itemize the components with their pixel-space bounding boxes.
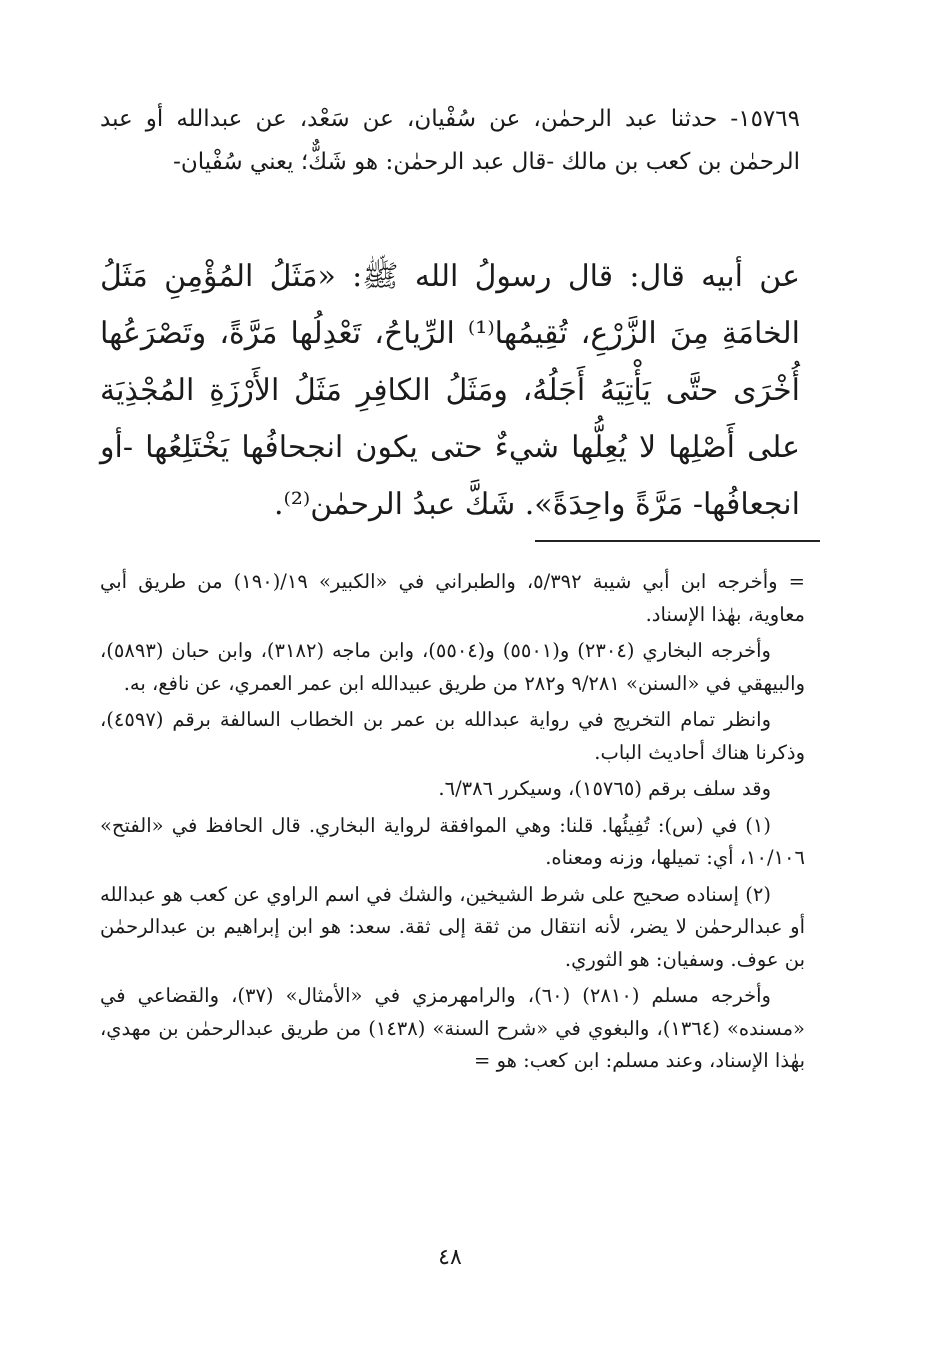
footnote-paragraph: وأخرجه البخاري (٢٣٠٤) و(٥٥٠١) و(٥٥٠٤)، وابن ماجه (٣١٨٢)، وابن حبان (٥٨٩٣)، والبيهقي في «السنن» ٩/٢٨١ و٢٨٢ من طريق عبيدالله ابن عمر العمري، عن نافع، به. [100,639,805,695]
hadith-isnad: ١٥٧٦٩- حدثنا عبد الرحمٰن، عن سُفْيان، عن سَعْد، عن عبدالله أو عبد الرحمٰن بن كعب بن مالك -قال عبد الرحمٰن: هو شَكٌّ؛ يعني سُفْيان- [100,106,800,175]
footnote-paragraph: وقد سلف برقم (١٥٧٦٥)، وسيكرر ٦/٣٨٦. [438,777,771,800]
footnote-1: (١) في (س): تُفِيئُها. قلنا: وهي الموافقة لرواية البخاري. قال الحافظ في «الفتح» ١٠/١٠٦، أي: تميلها، وزنه ومعناه. [100,813,805,869]
footnotes [100,566,805,1082]
footnote-separator [535,540,820,542]
footnote-continuation: = وأخرجه ابن أبي شيبة ٥/٣٩٢، والطبراني في «الكبير» ١٩/(١٩٠) من طريق أبي معاوية، بهٰذا الإسناد. [100,570,805,626]
footnote-2: (٢) إسناده صحيح على شرط الشيخين، والشك في اسم الراوي عن كعب هو عبدالله أو عبدالرحمٰن لا يضر، لأنه انتقال من ثقة إلى ثقة. سعد: هو ابن إبراهيم بن عبدالرحمٰن بن عوف. وسفيان: هو الثوري. [100,882,805,971]
footnote-paragraph: وأخرجه مسلم (٢٨١٠) (٦٠)، والرامهرمزي في «الأمثال» (٣٧)، والقضاعي في «مسنده» (١٣٦٤)، والبغوي في «شرح السنة» (١٤٣٨) من طريق عبدالرحمٰن بن مهدي، بهٰذا الإسناد، وعند مسلم: ابن كعب: هو = [100,984,805,1072]
page-number: ٤٨ [438,1245,462,1270]
hadith-matn: عن أبيه قال: قال رسولُ الله ﷺ: «مَثَلُ المُؤْمِنِ مَثَلُ الخامَةِ مِنَ الزَّرْعِ، تُقِيمُها⁽¹⁾ الرِّياحُ، تَعْدِلُها مَرَّةً، وتَصْرَعُها أُخْرَى حتَّى يَأْتِيَهُ أَجَلُهُ، ومَثَلُ الكافِرِ مَثَلُ الأَرْزَةِ المُجْذِيَة على أَصْلِها لا يُعِلُّها شيءٌ حتى يكون انجحافُها يَخْتَلِعُها -أو انجعافُها- مَرَّةً واحِدَةً». شَكَّ عبدُ الرحمٰن⁽²⁾. [100,259,800,522]
footnote-paragraph: وانظر تمام التخريج في رواية عبدالله بن عمر بن الخطاب السالفة برقم (٤٥٩٧)، وذكرنا هناك أحاديث الباب. [100,708,805,764]
